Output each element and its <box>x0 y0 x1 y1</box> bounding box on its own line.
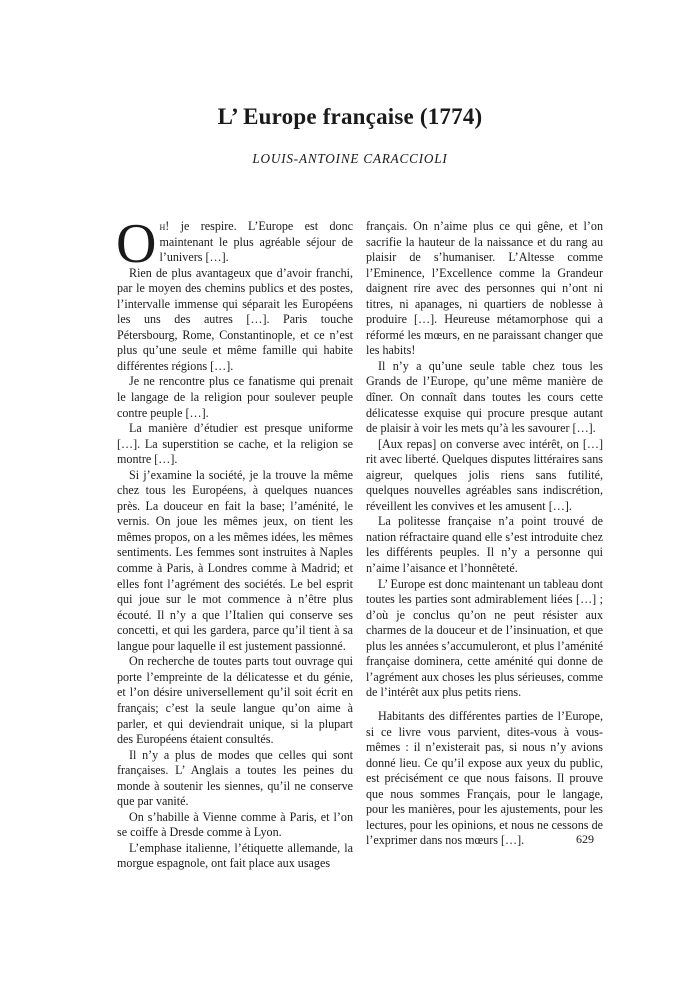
paragraph: On recherche de toutes parts tout ouvrage qui porte l’empreinte de la délicatesse et du génie, et l’on désire universellement qu’il soit écrit en français; c’est la seule langue qu’on aime à parler, et qui deviendrait unique, si la plupart des Européens étaient consultés. <box>117 654 353 747</box>
paragraph: français. On n’aime plus ce qui gêne, et l’on sacrifie la hauteur de la naissance et du rang au plaisir de s’humaniser. L’Altesse comme l’Eminence, l’Excellence comme la Grandeur daignent rire avec des personnes qui n’ont ni titres, ni apanages, ni quartiers de noblesse à produire […]. Heureuse métamorphose qui a réformé les mœurs, en ne paraissant changer que les habits! <box>366 219 603 358</box>
opening-text: ! je respire. L’Europe est donc maintenant le plus agréable séjour de l’univers […]. <box>159 219 353 265</box>
paragraph: Rien de plus avantageux que d’avoir franchi, par le moyen des chemins publics et des postes, l’intervalle immense qui séparait les Européens les uns des autres […]. Paris touche Pétersbourg, Rome, Constantinople, et ce n’est plus qu’une seule et même famille qui habite différentes régions […]. <box>117 265 353 373</box>
paragraph: Je ne rencontre plus ce fanatisme qui prenait le langage de la religion pour soulever peuple contre peuple […]. <box>117 374 353 420</box>
paragraph: La politesse française n’a point trouvé de nation réfractaire quand elle s’est introduite chez les différents peuples. Il n’y a personne qui n’aime l’aisance et l’honnêteté. <box>366 514 603 576</box>
opening-paragraph <box>116 213 353 275</box>
text-column-left <box>116 213 353 872</box>
paragraph: L’ Europe est donc maintenant un tableau dont toutes les parties sont admirablement liées […] ; d’où je conclus qu’on ne peut résister aux charmes de la douceur et de l’insinuation, et que plus les années s’accumuleront, et plus l’aménité française dominera, cette aménité qui donne de l’agrément aux choses les plus sérieuses, comme de l’intérêt aux plus petits riens. <box>366 576 603 700</box>
paragraph: La manière d’étudier est presque uniforme […]. La superstition se cache, et la religion se montre […]. <box>117 421 353 467</box>
opening-smallcaps: h <box>159 219 166 233</box>
paragraph: On s’habille à Vienne comme à Paris, et l’on se coiffe à Dresde comme à Lyon. <box>117 809 353 840</box>
page-number: 629 <box>576 832 594 846</box>
text-column-right <box>366 219 603 849</box>
paragraph: Il n’y a qu’une seule table chez tous les Grands de l’Europe, qu’une même manière de dîner. On connaît dans toutes les cours cette délicatesse exquise qui procure presque autant de plaisir à voir les mets qu’à les savourer […]. <box>366 358 603 436</box>
article-title: L’ Europe française (1774) <box>217 104 483 129</box>
paragraph: L’emphase italienne, l’étiquette allemande, la morgue espagnole, ont fait place aux usages <box>117 840 353 871</box>
article-author: LOUIS-ANTOINE CARACCIOLI <box>252 151 448 166</box>
drop-cap: O <box>116 213 157 275</box>
paragraph: Si j’examine la société, je la trouve la même chez tous les Européens, à quelques nuances près. La douceur en fait la base; l’aménité, le vernis. On joue les mêmes jeux, on tient les mêmes propos, on a les mêmes idées, les mêmes sentiments. Les femmes sont instruites à Naples comme à Paris, à Londres comme à Madrid; et elles font l’agrément des sociétés. Le bel esprit qui joue sur le mot commence à n’être plus écouté. Il n’y a que l’Italien qui conserve ses concetti, et qui les gardera, parce qu’il tient à sa langue pour laquelle il est justement passionné. <box>117 467 353 653</box>
paragraph: Il n’y a plus de modes que celles qui sont françaises. L’ Anglais a toutes les peines du monde à soutenir les siennes, qu’il ne conserve que par vanité. <box>117 747 353 809</box>
paragraph: [Aux repas] on converse avec intérêt, on […] rit avec liberté. Quelques disputes littéraires sans aigreur, quelques jolis riens sans futilité, quelques nouvelles agréables sans indiscrétion, réveillent les convives et les amusent […]. <box>366 436 603 513</box>
paragraph: Habitants des différentes parties de l’Europe, si ce livre vous parvient, dites-vous à vous-mêmes : il n’existerait pas, si nous n’y avions donné lieu. Ce qu’il expose aux yeux du public, est précisément ce que nous faisons. Il prouve que nous sommes Français, pour le langage, pour les manières, pour les ajustements, pour les lectures, pour les opinions, et nous ne cessons de l’exprimer dans nos mœurs […]. <box>366 708 603 848</box>
